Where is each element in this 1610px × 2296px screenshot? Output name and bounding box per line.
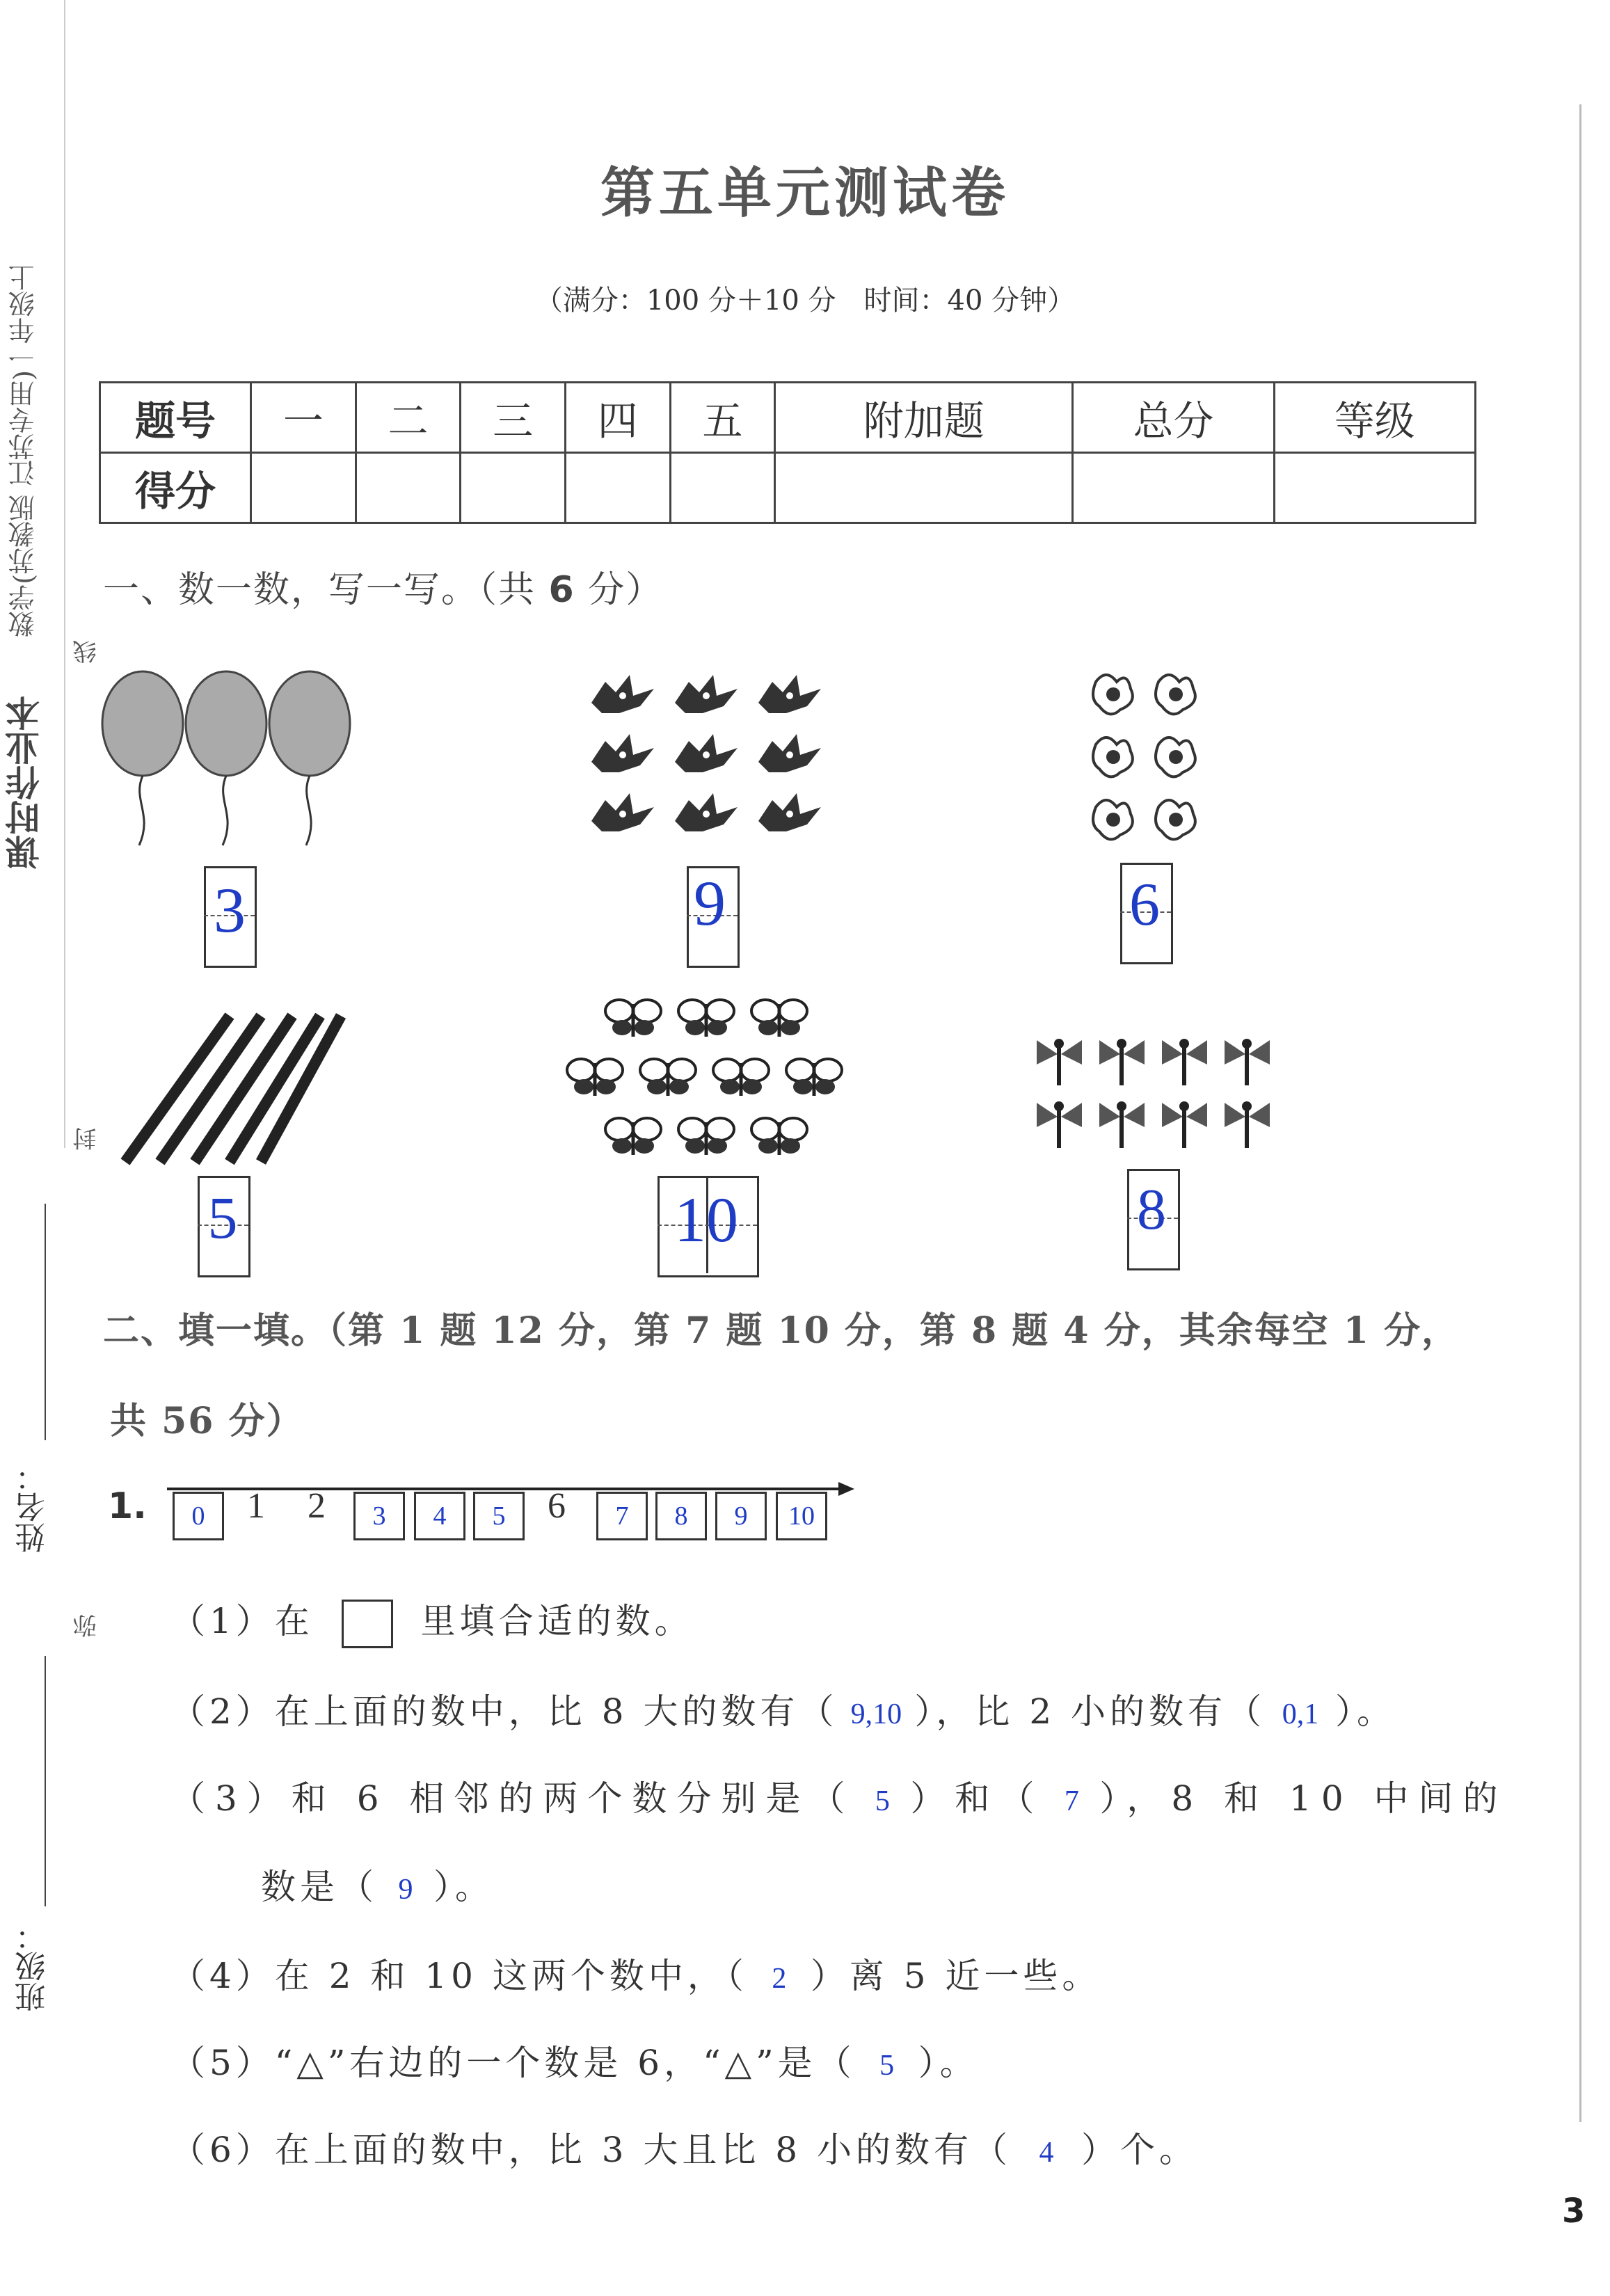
q1-3-answer-3[interactable]: 9: [398, 1874, 413, 1906]
name-label: 姓名：: [15, 1461, 51, 1553]
q1-3-text-d: 数是（: [261, 1867, 378, 1907]
answer-pencils: 5: [207, 1184, 238, 1251]
bird-icon: [584, 668, 842, 849]
score-input[interactable]: [565, 453, 670, 523]
q1-3-text-b: ）和（: [910, 1778, 1044, 1819]
answer-birds: 9: [694, 868, 726, 939]
question-1-2: [170, 1684, 1396, 1734]
q1-3-text-c: ），8 和 10 中间的: [1099, 1778, 1508, 1819]
q1-2-text-c: ）。: [1335, 1691, 1396, 1732]
score-row-label: 得分: [100, 453, 251, 523]
answer-flowers: 6: [1129, 871, 1160, 939]
question-1-5: [170, 2035, 979, 2085]
score-input[interactable]: [461, 453, 566, 523]
q1-3-text-a: （3）和 6 相邻的两个数分别是（: [170, 1778, 855, 1819]
dragonfly-icon: [1030, 1030, 1280, 1155]
score-input[interactable]: [670, 453, 775, 523]
q1-1-text-a: （1）在: [170, 1601, 314, 1641]
q1-5-text-a: （5）“△”右边的一个数是 6，“△”是（: [170, 2043, 856, 2083]
number-line-box[interactable]: 9: [715, 1492, 767, 1540]
score-cell: 总分: [1073, 383, 1274, 453]
q1-6-answer[interactable]: 4: [1039, 2137, 1054, 2169]
q1-6-text-a: （6）在上面的数中，比 3 大且比 8 小的数有（: [170, 2130, 1012, 2170]
page-title: 第五单元测试卷: [600, 161, 1010, 225]
score-cell: 二: [356, 383, 461, 453]
question-1-6: [170, 2122, 1198, 2172]
score-cell: 三: [461, 383, 566, 453]
page-number: 3: [1562, 2192, 1586, 2231]
section1-unit: 分）: [588, 569, 664, 611]
score-cell: 附加题: [775, 383, 1073, 453]
score-input[interactable]: [1073, 453, 1274, 523]
q1-3-answer-2[interactable]: 7: [1064, 1785, 1079, 1817]
q1-2-answer-1[interactable]: 9,10: [850, 1698, 902, 1730]
seal-feng-label: 封: [73, 1127, 101, 1151]
number-line-box[interactable]: 8: [655, 1492, 707, 1540]
score-cell-label: 题号: [100, 383, 251, 453]
number-line-box[interactable]: 10: [776, 1492, 827, 1540]
question-1-1: [170, 1593, 694, 1648]
section2-heading: 二、填一填。（第 1 题 12 分，第 7 题 10 分，第 8 题 4 分，其余每空 1 分，: [103, 1309, 1460, 1352]
seal-line-label: 线: [73, 640, 101, 664]
section1-points: 6: [548, 569, 575, 611]
q1-6-text-b: ）个。: [1081, 2130, 1199, 2170]
balloon-icon: [97, 668, 362, 849]
number-line-tick: 2: [308, 1486, 326, 1526]
number-line-box[interactable]: 7: [596, 1492, 648, 1540]
score-table-header-row: [100, 383, 1476, 453]
class-blank: [45, 1656, 46, 1906]
answer-balloons: 3: [214, 875, 246, 946]
right-margin-rule: [1579, 104, 1581, 2122]
number-line-box[interactable]: 4: [414, 1492, 465, 1540]
section2-heading-cont: 共 56 分）: [110, 1400, 304, 1442]
section1-heading: [103, 560, 663, 612]
q1-4-text-a: （4）在 2 和 10 这两个数中，（: [170, 1956, 748, 1996]
question-1-3-cont: [261, 1859, 494, 1909]
question-1-4: [170, 1948, 1101, 1998]
q1-2-answer-2[interactable]: 0,1: [1282, 1698, 1319, 1730]
sidebar-book-info: 数学(苏教版 江苏专用)一年级上: [8, 264, 39, 637]
number-line-box[interactable]: 0: [173, 1492, 224, 1540]
sidebar-brand: 课时作业本: [4, 696, 45, 870]
answer-butterflies: 10: [674, 1184, 738, 1255]
class-label: 班级：: [15, 1920, 51, 2012]
number-line-tick: 1: [247, 1486, 265, 1526]
sample-box-icon: [342, 1600, 393, 1648]
score-input[interactable]: [251, 453, 356, 523]
flower-icon: [1085, 664, 1211, 859]
score-cell: 四: [565, 383, 670, 453]
seal-mi-label: 弥: [73, 1614, 101, 1638]
q1-4-answer[interactable]: 2: [772, 1963, 787, 1995]
q1-5-answer[interactable]: 5: [879, 2050, 895, 2082]
answer-dragonflies: 8: [1137, 1177, 1166, 1242]
number-line-box[interactable]: 3: [353, 1492, 405, 1540]
q1-2-text-a: （2）在上面的数中，比 8 大的数有（: [170, 1691, 838, 1732]
q1-3-text-e: ）。: [433, 1867, 494, 1907]
page-subtitle: （满分：100 分＋10 分 时间：40 分钟）: [534, 285, 1076, 317]
q1-5-text-b: ）。: [918, 2043, 979, 2083]
score-input[interactable]: [775, 453, 1073, 523]
score-input[interactable]: [356, 453, 461, 523]
q1-label: 1.: [108, 1485, 147, 1527]
section1-heading-text: 一、数一数，写一写。（共: [103, 569, 536, 611]
q1-1-text-b: 里填合适的数。: [420, 1601, 694, 1641]
score-input[interactable]: [1274, 453, 1475, 523]
score-cell: 等级: [1274, 383, 1475, 453]
score-table: [99, 381, 1476, 524]
number-line-box[interactable]: 5: [473, 1492, 525, 1540]
pencil-icon: [111, 1002, 348, 1169]
score-cell: 五: [670, 383, 775, 453]
question-1-3: [170, 1771, 1508, 1821]
name-blank: [45, 1204, 46, 1440]
score-table-score-row: [100, 453, 1476, 523]
q1-3-answer-1[interactable]: 5: [875, 1785, 890, 1817]
number-line-tick: 6: [548, 1486, 566, 1526]
q1-2-text-b: ），比 2 小的数有（: [914, 1691, 1266, 1732]
butterfly-icon: [564, 995, 856, 1169]
q1-4-text-b: ）离 5 近一些。: [810, 1956, 1101, 1996]
score-cell: 一: [251, 383, 356, 453]
